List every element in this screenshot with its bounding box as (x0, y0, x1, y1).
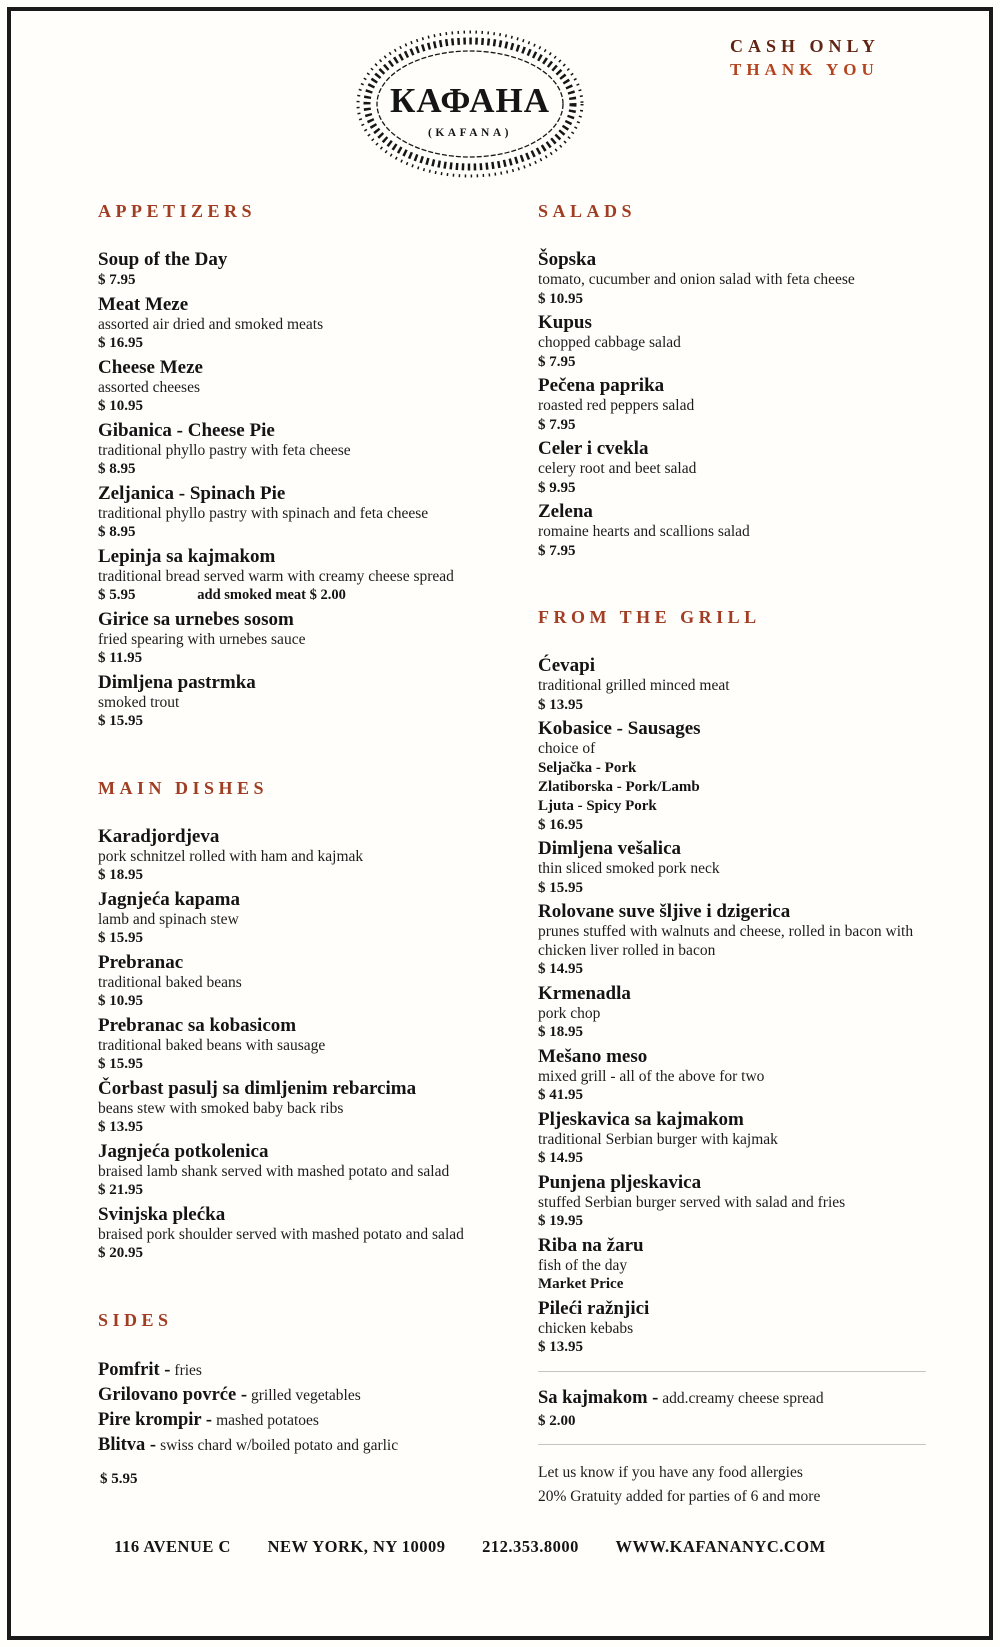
item-desc: mashed potatoes (216, 1411, 319, 1429)
menu-item-punjena-pljeskavica (538, 1172, 942, 1231)
item-desc: braised pork shoulder served with mashed potato and salad (98, 1225, 464, 1243)
item-name: Pečena paprika (538, 375, 665, 396)
gratuity-note: 20% Gratuity added for parties of 6 and more (538, 1488, 821, 1505)
menu-item-prebranac-sa-kobasicom (98, 1015, 538, 1074)
item-name: Ćevapi (538, 655, 595, 676)
item-desc: assorted cheeses (98, 378, 200, 396)
item-name: Jagnjeća potkolenica (98, 1140, 269, 1162)
menu-item-sa-kajmakom (538, 1388, 942, 1431)
item-name: Jagnjeća kapama (98, 888, 240, 910)
item-name: Lepinja sa kajmakom (98, 545, 276, 567)
footer-website: WWW.KAFANANYC.COM (615, 1537, 826, 1556)
item-price: $ 41.95 (538, 1087, 583, 1103)
menu-content (0, 200, 1000, 1555)
item-desc: thin sliced smoked pork neck (538, 860, 720, 877)
item-desc: fish of the day (538, 1256, 628, 1274)
menu-item-cevapi (538, 655, 942, 714)
item-name: Pileći ražnjici (538, 1297, 650, 1319)
item-name: Svinjska plećka (98, 1203, 226, 1225)
menu-item-jagnjeca-kapama (98, 889, 538, 948)
divider (538, 1371, 926, 1372)
menu-item-svinjska-plecka (98, 1204, 538, 1263)
item-desc: smoked trout (98, 693, 180, 711)
item-desc: beans stew with smoked baby back ribs (98, 1099, 344, 1117)
logo-subtitle: (KAFANA) (428, 127, 512, 139)
allergy-note: Let us know if you have any food allergies (538, 1464, 803, 1481)
item-desc: choice of (538, 740, 596, 757)
menu-item-soup-of-the-day (98, 249, 538, 290)
item-price: $ 11.95 (98, 650, 143, 666)
item-name: Karadjordjeva (98, 825, 220, 847)
item-desc: romaine hearts and scallions salad (538, 523, 750, 540)
price-note: add smoked meat $ 2.00 (197, 587, 346, 603)
item-name: Pire krompir - (98, 1409, 213, 1430)
item-desc: grilled vegetables (251, 1386, 361, 1404)
right-column (538, 200, 942, 1555)
item-name: Zeljanica - Spinach Pie (98, 482, 286, 504)
item-desc: mixed grill - all of the above for two (538, 1067, 765, 1085)
item-desc: prunes stuffed with walnuts and cheese, rolled in bacon with chicken liver rolled in bacon (538, 923, 914, 959)
menu-item-pomfrit (98, 1358, 538, 1383)
item-name: Rolovane suve šljive i dzigerica (538, 901, 791, 922)
menu-item-blitva (98, 1433, 538, 1458)
sausage-variant: Seljačka - Pork (538, 759, 637, 776)
item-price: $ 21.95 (98, 1182, 143, 1198)
section-title-from-the-grill: FROM THE GRILL (538, 607, 761, 627)
menu-item-rolovane-suve-sljive (538, 901, 942, 979)
item-price: $ 15.95 (98, 1056, 143, 1072)
item-desc: stuffed Serbian burger served with salad and fries (538, 1193, 846, 1211)
item-desc: fried spearing with urnebes sauce (98, 630, 306, 648)
item-price: $ 2.00 (538, 1412, 576, 1429)
menu-item-gibanica (98, 420, 538, 479)
item-name: Grilovano povrće - (98, 1384, 248, 1405)
item-name: Dimljena vešalica (538, 838, 682, 859)
item-desc: assorted air dried and smoked meats (98, 315, 324, 333)
item-desc: traditional phyllo pastry with spinach and feta cheese (98, 504, 429, 522)
item-price: $ 15.95 (98, 930, 143, 946)
logo-title: КАФАНА (389, 81, 551, 120)
menu-item-karadjordjeva (98, 826, 538, 885)
item-price: $ 7.95 (98, 272, 136, 288)
item-name: Kupus (538, 312, 592, 333)
item-name: Prebranac sa kobasicom (98, 1014, 297, 1036)
menu-item-pileci-raznjici (538, 1298, 942, 1357)
item-name: Girice sa urnebes sosom (98, 608, 294, 630)
logo-ornament-icon (352, 26, 588, 186)
cash-only-note (730, 36, 880, 80)
item-desc: lamb and spinach stew (98, 910, 239, 928)
item-price: $ 15.95 (98, 713, 143, 729)
item-desc: traditional phyllo pastry with feta cheese (98, 441, 351, 459)
menu-item-celer-i-cvekla (538, 438, 942, 497)
section-title-appetizers: APPETIZERS (98, 201, 257, 221)
item-desc: traditional grilled minced meat (538, 677, 730, 694)
cash-only-text: CASH ONLY (730, 36, 880, 56)
item-price: $ 10.95 (98, 993, 143, 1009)
menu-item-prebranac (98, 952, 538, 1011)
item-desc: pork schnitzel rolled with ham and kajmak (98, 847, 364, 865)
item-desc: traditional baked beans (98, 973, 242, 991)
item-name: Krmenadla (538, 982, 631, 1004)
footer-address: 116 AVENUE C (114, 1537, 231, 1556)
menu-item-grilovano-povrce (98, 1383, 538, 1408)
item-desc: roasted red peppers salad (538, 397, 695, 414)
item-price: $ 7.95 (538, 416, 576, 433)
item-desc: add.creamy cheese spread (662, 1389, 824, 1407)
menu-item-dimljena-vesalica (538, 838, 942, 897)
divider (538, 1444, 926, 1445)
section-title-main-dishes: MAIN DISHES (98, 777, 269, 798)
item-name: Kobasice - Sausages (538, 718, 701, 739)
menu-notes (538, 1461, 942, 1509)
item-price: $ 15.95 (538, 879, 583, 896)
menu-item-jagnjeca-potkolenica (98, 1141, 538, 1200)
thank-you-text: THANK YOU (730, 60, 879, 79)
item-name: Čorbast pasulj sa dimljenim rebarcima (98, 1077, 417, 1099)
item-desc: swiss chard w/boiled potato and garlic (160, 1436, 399, 1454)
item-line (538, 1388, 942, 1409)
menu-item-zeljanica (98, 483, 538, 542)
menu-item-girice (98, 609, 538, 668)
item-desc: traditional bread served warm with creamy cheese spread (98, 567, 454, 585)
section-salads (538, 200, 942, 560)
menu-item-pljeskavica-sa-kajmakom (538, 1109, 942, 1168)
menu-item-mesano-meso (538, 1046, 942, 1105)
item-name: Blitva - (98, 1434, 157, 1455)
item-name: Sa kajmakom - (538, 1387, 659, 1408)
item-price: $ 19.95 (538, 1213, 583, 1229)
item-name: Pomfrit - (98, 1359, 171, 1380)
item-desc: braised lamb shank served with mashed potato and salad (98, 1162, 450, 1180)
item-name: Cheese Meze (98, 356, 203, 378)
menu-item-kobasice (538, 718, 942, 834)
item-name: Riba na žaru (538, 1234, 644, 1256)
item-desc: fries (174, 1361, 202, 1379)
item-name: Pljeskavica sa kajmakom (538, 1108, 744, 1130)
item-name: Dimljena pastrmka (98, 671, 256, 693)
item-name: Zelena (538, 501, 593, 522)
item-price: $ 16.95 (538, 816, 583, 833)
item-name: Šopska (538, 249, 597, 270)
footer-phone: 212.353.8000 (482, 1537, 579, 1556)
section-title-salads: SALADS (538, 201, 637, 221)
menu-item-sopska (538, 249, 942, 308)
item-price: $ 8.95 (98, 524, 136, 540)
sausage-variant: Zlatiborska - Pork/Lamb (538, 778, 700, 795)
item-price: $ 7.95 (538, 542, 576, 559)
menu-item-dimljena-pastrmka (98, 672, 538, 731)
item-price: $ 7.95 (538, 353, 576, 370)
item-price: $ 14.95 (538, 961, 583, 977)
item-price: $ 13.95 (538, 696, 583, 713)
item-price-row (98, 586, 538, 605)
kafana-logo (352, 26, 588, 186)
sausage-variant: Ljuta - Spicy Pork (538, 797, 657, 814)
item-price: $ 18.95 (538, 1024, 583, 1040)
menu-item-zelena (538, 501, 942, 560)
menu-item-krmenadla (538, 983, 942, 1042)
footer (0, 1537, 940, 1557)
item-price: $ 10.95 (538, 290, 583, 307)
item-desc: traditional baked beans with sausage (98, 1036, 326, 1054)
menu-item-riba-na-zaru (538, 1235, 942, 1294)
menu-item-corbast-pasulj (98, 1078, 538, 1137)
item-price: $ 8.95 (98, 461, 136, 477)
item-name: Prebranac (98, 951, 184, 973)
item-price: $ 18.95 (98, 867, 143, 883)
section-sides (98, 1309, 538, 1489)
menu-item-pire-krompir (98, 1408, 538, 1433)
item-price: $ 13.95 (538, 1339, 583, 1355)
item-price: $ 10.95 (98, 398, 143, 414)
section-title-sides: SIDES (98, 1309, 173, 1330)
item-price: $ 16.95 (98, 335, 143, 351)
item-desc: traditional Serbian burger with kajmak (538, 1130, 778, 1148)
left-column (98, 200, 538, 1555)
menu-item-cheese-meze (98, 357, 538, 416)
item-name: Soup of the Day (98, 249, 228, 270)
item-price: $ 9.95 (538, 479, 576, 496)
item-desc: pork chop (538, 1004, 601, 1022)
item-name: Meat Meze (98, 293, 189, 315)
item-desc: tomato, cucumber and onion salad with feta cheese (538, 271, 855, 288)
menu-item-kupus (538, 312, 942, 371)
menu-item-meat-meze (98, 294, 538, 353)
section-appetizers (98, 200, 538, 731)
item-desc: chicken kebabs (538, 1319, 634, 1337)
menu-item-lepinja (98, 546, 538, 605)
item-desc: chopped cabbage salad (538, 334, 681, 351)
item-name: Punjena pljeskavica (538, 1171, 702, 1193)
item-price: $ 13.95 (98, 1119, 143, 1135)
item-name: Mešano meso (538, 1045, 648, 1067)
section-from-the-grill (538, 606, 942, 1509)
menu-item-pecena-paprika (538, 375, 942, 434)
item-price: $ 20.95 (98, 1245, 143, 1261)
section-main-dishes (98, 777, 538, 1263)
item-price: $ 5.95 (98, 587, 136, 603)
item-price: $ 14.95 (538, 1150, 583, 1166)
item-name: Celer i cvekla (538, 438, 649, 459)
footer-city: NEW YORK, NY 10009 (267, 1537, 446, 1556)
sides-price: $ 5.95 (100, 1470, 138, 1487)
item-desc: celery root and beet salad (538, 460, 697, 477)
item-price: Market Price (538, 1276, 624, 1292)
item-name: Gibanica - Cheese Pie (98, 419, 275, 441)
